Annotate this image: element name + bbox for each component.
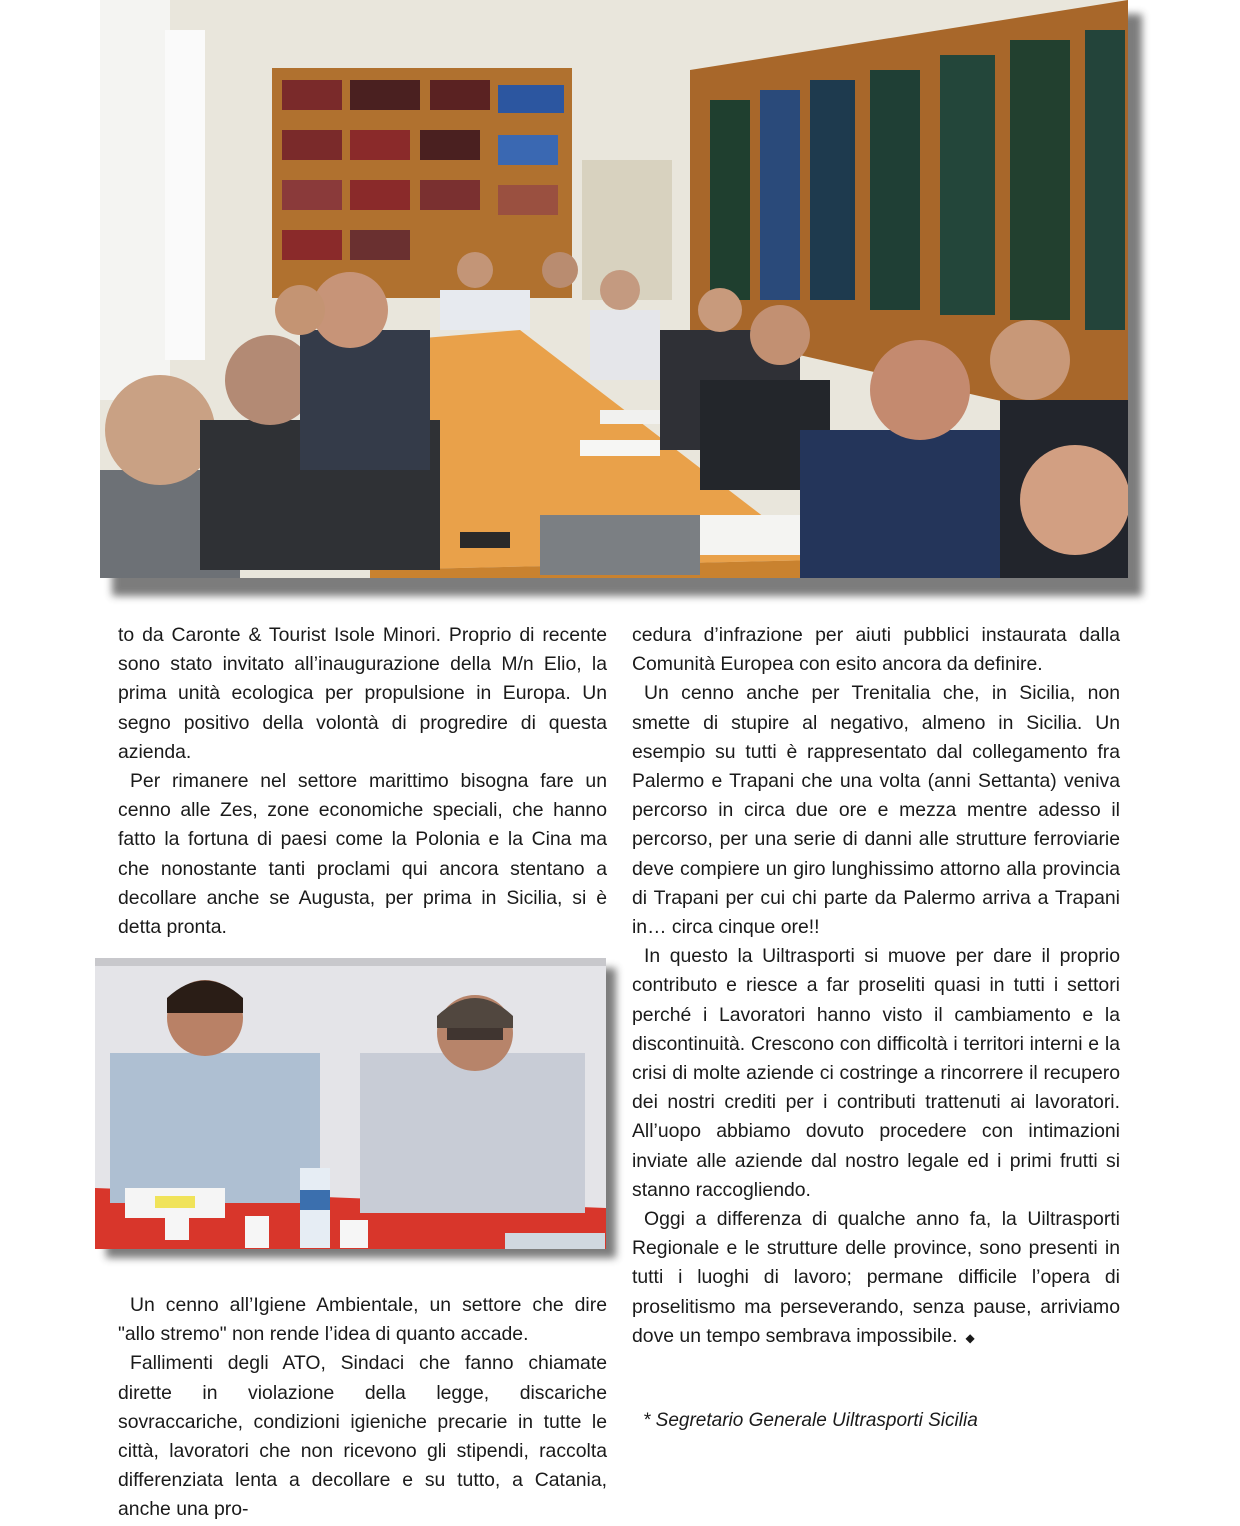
two-men-illustration: [95, 958, 606, 1249]
paragraph: Per rimanere nel settore marittimo bisogna fare un cenno alle Zes, zone economiche speciali, che hanno fatto la fortuna di paesi come la Polonia e la Cina ma che nonostante tanti proclami qui ancora stentano a decollare anche se Augusta, per prima in Sicilia, si è detta pronta.: [118, 770, 607, 939]
footnote: * Segretario Generale Uiltrasporti Sicilia: [643, 1410, 978, 1431]
paragraph: cedura d’infrazione per aiuti pubblici instaurata dalla Comunità Europea con esito ancora da definire.: [632, 624, 1120, 676]
meeting-room-photo: [100, 0, 1128, 578]
paragraph: Un cenno anche per Trenitalia che, in Sicilia, non smette di stupire al negativo, almeno in Sicilia. Un esempio su tutti è rappresentato dal collegamento fra Palermo e Trapani che una volta (anni Settanta) veniva percorso in circa due ore e mezza mentre adesso il percorso, per una serie di danni alle strutture ferroviarie deve compiere un giro lunghissimo attorno alla provincia di Trapani per cui chi parte da Palermo arriva a Trapani in… circa cinque ore!!: [632, 682, 1120, 939]
end-mark-icon: ◆: [965, 1330, 975, 1345]
meeting-room-illustration: [100, 0, 1128, 578]
right-column: [632, 621, 1120, 1353]
left-column-bottom: [118, 1291, 607, 1525]
paragraph: In questo la Uiltrasporti si muove per dare il proprio contributo e riesce a far proseliti quasi in tutti i settori perché i Lavoratori hanno visto il cambiamento e la discontinuità. Crescono con difficoltà i territori interni e la crisi di molte aziende ci costringe a rincorrere il recupero dei nostri crediti per i contributi trattenuti ai lavoratori. All’uopo abbiamo dovuto procedere con intimazioni inviate alle aziende dal nostro legale ed i primi frutti si stanno raccogliendo.: [632, 945, 1120, 1201]
paragraph: to da Caronte & Tourist Isole Minori. Proprio di recente sono stato invitato all’inaugurazione della M/n Elio, la prima unità ecologica per propulsione in Europa. Un segno positivo della volontà di progredire di questa azienda.: [118, 624, 607, 763]
paragraph: Un cenno all’Igiene Ambientale, un settore che dire "allo stremo" non rende l’idea di quanto accade.: [118, 1294, 607, 1346]
paragraph: Fallimenti degli ATO, Sindaci che fanno chiamate dirette in violazione della legge, discariche sovraccariche, condizioni igieniche precarie in tutte le città, lavoratori che non ricevono gli stipendi, raccolta differenziata lenta a decollare e su tutto, a Catania, anche una pro-: [118, 1352, 607, 1521]
left-column-top: [118, 621, 607, 942]
paragraph: [632, 1205, 1120, 1353]
two-men-at-table-photo: [95, 958, 606, 1249]
paragraph-text: Oggi a differenza di qualche anno fa, la Uiltrasporti Regionale e le strutture delle province, sono presenti in tutti i luoghi di lavoro; permane difficile l’opera di proselitismo ma perseverando, senza pause, arriviamo dove un tempo sembrava impossibile.: [632, 1208, 1120, 1347]
